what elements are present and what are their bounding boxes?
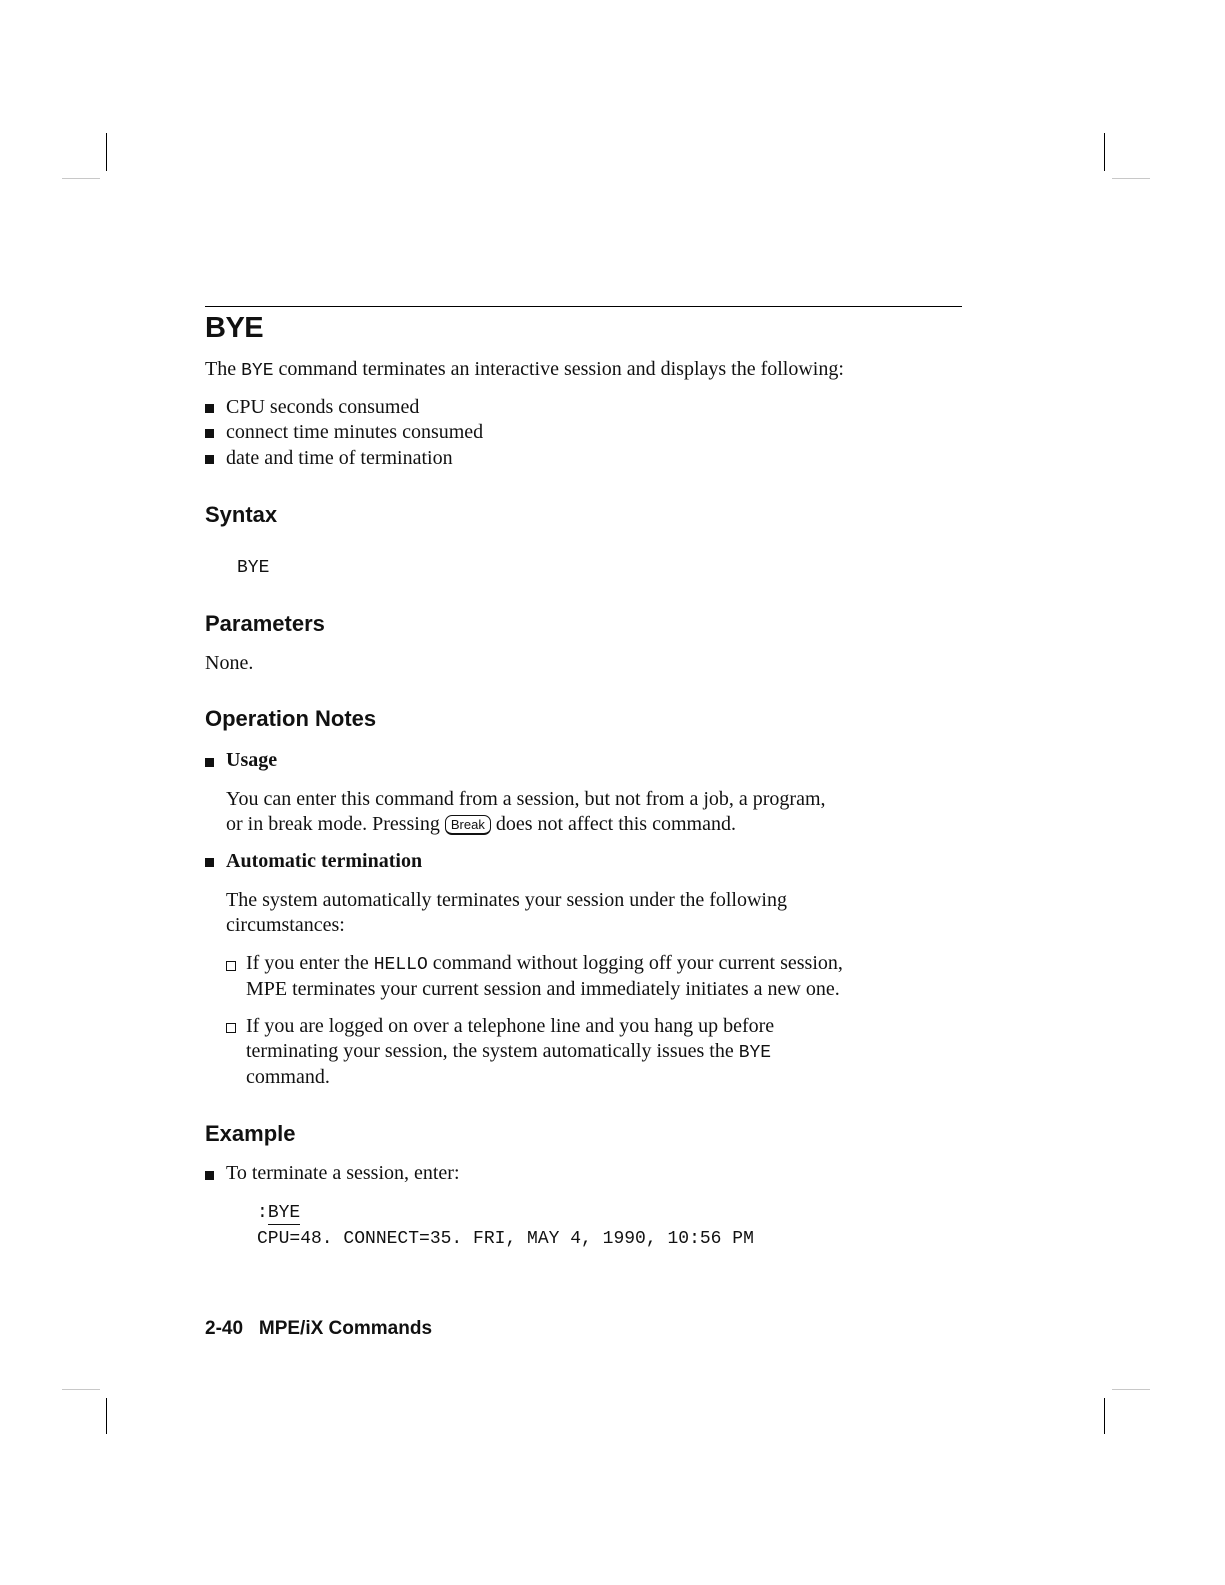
bullet-icon	[205, 1171, 214, 1180]
page-title: BYE	[205, 312, 264, 344]
sub-item-2-line-1: If you are logged on over a telephone line and you hang up before	[246, 1015, 775, 1037]
crop-mark	[1112, 178, 1150, 179]
auto-line-1: The system automatically terminates your session under the following	[226, 889, 787, 911]
prompt-text: :	[257, 1203, 268, 1223]
crop-mark	[1104, 1398, 1105, 1434]
crop-mark	[1104, 133, 1105, 171]
usage-line-2-before: or in break mode. Pressing	[226, 813, 440, 835]
example-intro: To terminate a session, enter:	[226, 1162, 460, 1184]
syntax-code: BYE	[237, 558, 270, 578]
sub-item-1-line-2: MPE terminates your current session and immediately initiates a new one.	[246, 978, 840, 1000]
sub-bullet-icon	[226, 961, 236, 971]
sub-item-2-line-3: command.	[246, 1066, 330, 1088]
example-input-line	[257, 1203, 300, 1223]
user-input: BYE	[267, 1203, 301, 1223]
sub-bullet-icon	[226, 1023, 236, 1033]
auto-title: Automatic termination	[226, 850, 423, 872]
crop-mark	[106, 1398, 107, 1434]
crop-mark	[62, 178, 100, 179]
sub-item-1-before: If you enter the	[246, 952, 369, 974]
intro-before: The	[205, 358, 237, 380]
bullet-icon	[205, 455, 214, 464]
crop-mark	[106, 133, 107, 171]
operation-notes-heading: Operation Notes	[205, 706, 377, 731]
crop-mark	[1112, 1389, 1150, 1390]
auto-line-2: circumstances:	[226, 914, 345, 936]
example-heading: Example	[205, 1121, 296, 1146]
intro-after: command terminates an interactive session and displays the following:	[278, 358, 844, 380]
intro-text	[205, 357, 844, 384]
bullet-icon	[205, 404, 214, 413]
usage-title: Usage	[226, 749, 278, 771]
bullet-icon	[205, 758, 214, 767]
bullet-icon	[205, 858, 214, 867]
sub-item-2-line-2	[246, 1039, 771, 1066]
example-output: CPU=48. CONNECT=35. FRI, MAY 4, 1990, 10:56 PM	[257, 1229, 754, 1249]
sub-item-2-before: terminating your session, the system automatically issues the	[246, 1040, 734, 1062]
sub-item-1-line-1	[246, 951, 843, 978]
footer-section: MPE/iX Commands	[258, 1318, 433, 1339]
intro-command: BYE	[241, 361, 274, 381]
sub-item-1-command: HELLO	[373, 955, 428, 975]
sub-item-1-after: command without logging off your current session,	[432, 952, 843, 974]
parameters-heading: Parameters	[205, 611, 325, 636]
parameters-text: None.	[205, 652, 254, 674]
sub-item-2-command: BYE	[738, 1043, 772, 1063]
bullet-icon	[205, 429, 214, 438]
usage-line-2	[226, 812, 736, 837]
list-item: CPU seconds consumed	[226, 396, 420, 418]
usage-line-1: You can enter this command from a session, but not from a job, a program,	[226, 788, 826, 810]
page-number: 2-40	[205, 1318, 244, 1339]
usage-line-2-after: does not affect this command.	[495, 813, 736, 835]
break-key: Break	[445, 815, 491, 835]
list-item: connect time minutes consumed	[226, 421, 484, 443]
crop-mark	[62, 1389, 100, 1390]
syntax-heading: Syntax	[205, 502, 278, 527]
header-rule	[205, 306, 962, 307]
list-item: date and time of termination	[226, 447, 453, 469]
page-footer	[205, 1318, 432, 1340]
